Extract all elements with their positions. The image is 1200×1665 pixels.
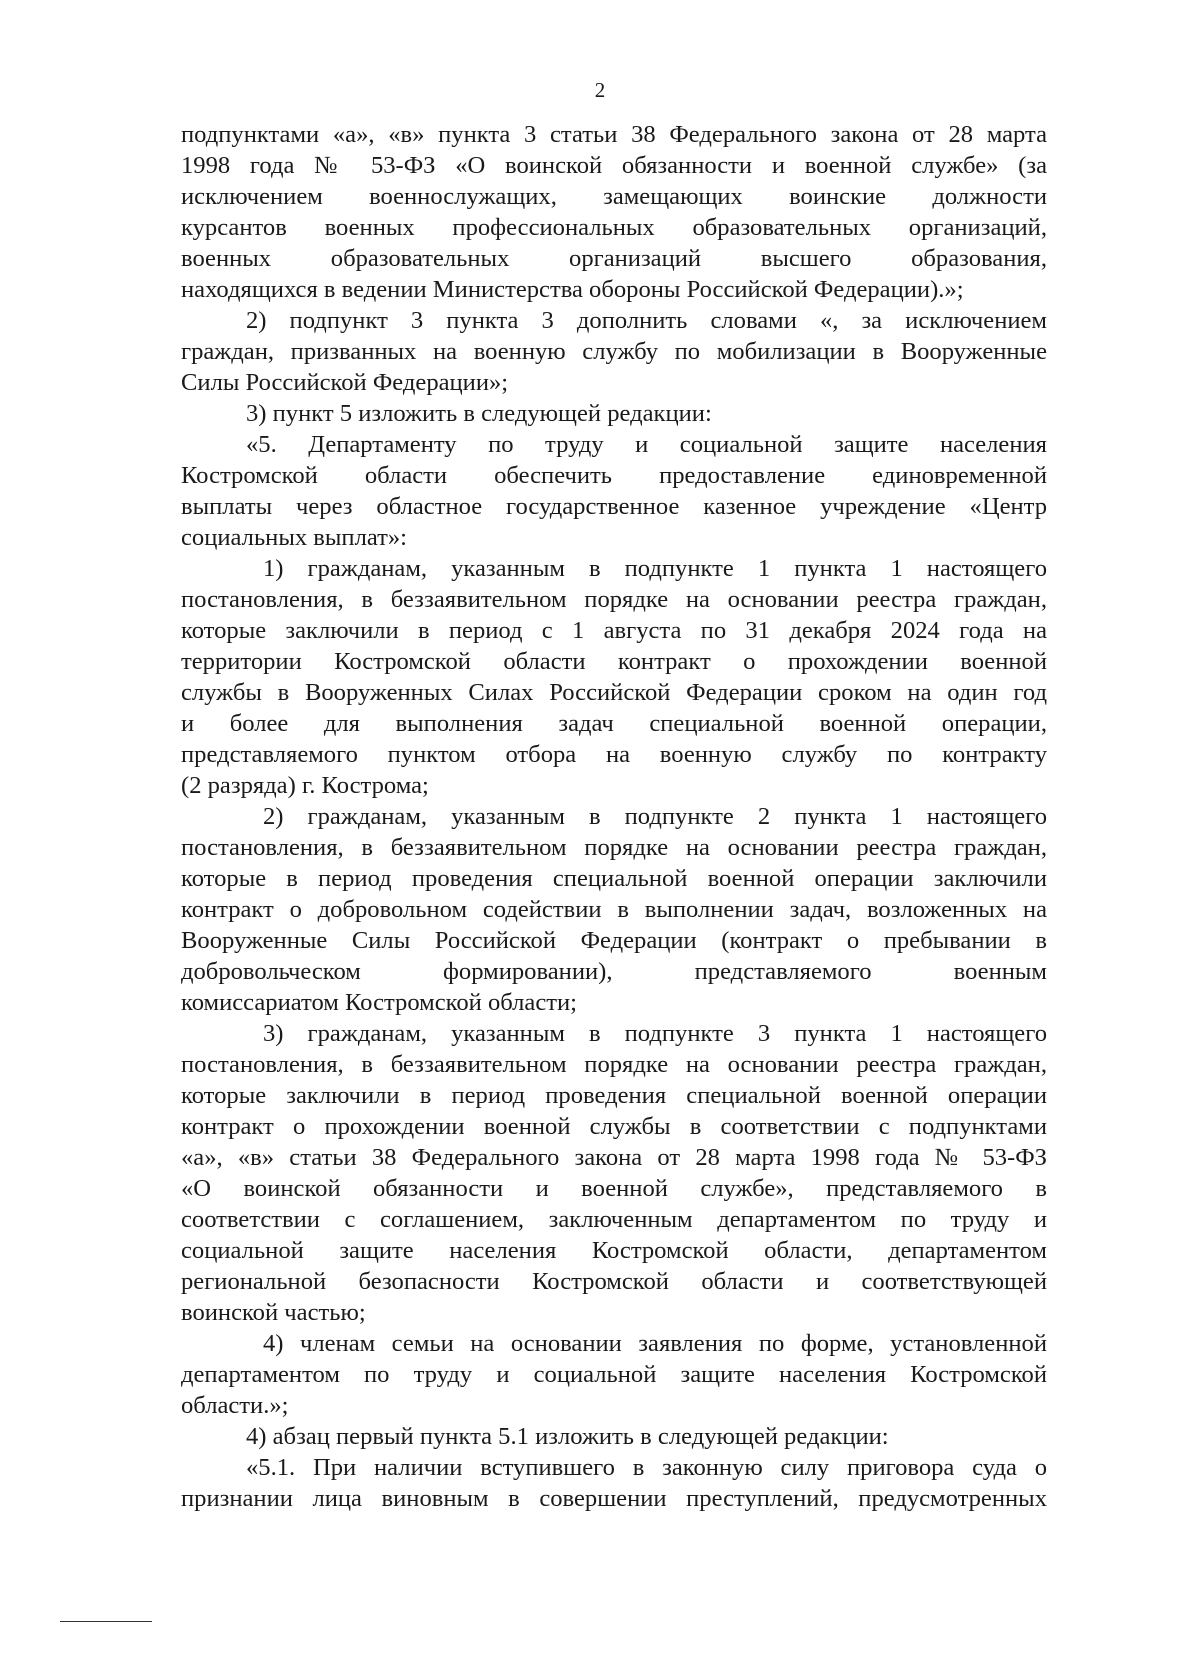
text-line: Вооруженные Силы Российской Федерации (контракт о пребывании в — [181, 927, 1047, 954]
text-line: территории Костромской области контракт о прохождении военной — [181, 648, 1047, 675]
text-line: подпунктами «а», «в» пункта 3 статьи 38 Федерального закона от 28 марта — [181, 121, 1047, 148]
text-line: 1998 года № 53-ФЗ «О воинской обязанности и военной службе» (за — [181, 152, 1047, 179]
text-line: которые заключили в период проведения специальной военной операции — [181, 1082, 1047, 1109]
text-line: исключением военнослужащих, замещающих воинские должности — [181, 183, 1047, 210]
text-line: «5. Департаменту по труду и социальной защите населения — [246, 431, 1047, 458]
text-line: 3) гражданам, указанным в подпункте 3 пункта 1 настоящего — [263, 1020, 1047, 1047]
text-line: соответствии с соглашением, заключенным департаментом по труду и — [181, 1206, 1047, 1233]
text-line: выплаты через областное государственное казенное учреждение «Центр — [181, 493, 1047, 520]
text-line: Силы Российской Федерации»; — [181, 369, 509, 396]
text-line: контракт о прохождении военной службы в соответствии с подпунктами — [181, 1113, 1047, 1140]
text-line: которые заключили в период с 1 августа по 31 декабря 2024 года на — [181, 617, 1047, 644]
footer-rule — [60, 1621, 152, 1622]
text-line: представляемого пунктом отбора на военную службу по контракту — [181, 741, 1047, 768]
text-line: военных образовательных организаций высшего образования, — [181, 245, 1047, 272]
document-body — [181, 119, 1047, 1514]
text-line: постановления, в беззаявительном порядке на основании реестра граждан, — [181, 1051, 1047, 1078]
text-line: социальных выплат»: — [181, 524, 408, 551]
text-line: которые в период проведения специальной военной операции заключили — [181, 865, 1047, 892]
text-line: области.»; — [181, 1392, 289, 1419]
text-line: (2 разряда) г. Кострома; — [181, 772, 429, 799]
text-line: региональной безопасности Костромской области и соответствующей — [181, 1268, 1047, 1295]
text-line: 4) абзац первый пункта 5.1 изложить в следующей редакции: — [246, 1423, 889, 1450]
text-line: департаментом по труду и социальной защите населения Костромской — [181, 1361, 1047, 1388]
text-line: Костромской области обеспечить предоставление единовременной — [181, 462, 1047, 489]
text-line: службы в Вооруженных Силах Российской Федерации сроком на один год — [181, 679, 1047, 706]
text-line: граждан, призванных на военную службу по мобилизации в Вооруженные — [181, 338, 1047, 365]
text-line: добровольческом формировании), представляемого военным — [181, 958, 1047, 985]
text-line: 4) членам семьи на основании заявления по форме, установленной — [263, 1330, 1047, 1357]
text-line: 1) гражданам, указанным в подпункте 1 пункта 1 настоящего — [263, 555, 1047, 582]
text-line: воинской частью; — [181, 1299, 366, 1326]
text-line: постановления, в беззаявительном порядке на основании реестра граждан, — [181, 834, 1047, 861]
text-line: 2) подпункт 3 пункта 3 дополнить словами «, за исключением — [246, 307, 1047, 334]
page-number: 2 — [594, 78, 606, 102]
text-line: постановления, в беззаявительном порядке на основании реестра граждан, — [181, 586, 1047, 613]
text-line: «О воинской обязанности и военной службе», представляемого в — [181, 1175, 1047, 1202]
text-line: 3) пункт 5 изложить в следующей редакции: — [246, 400, 712, 427]
text-line: находящихся в ведении Министерства обороны Российской Федерации).»; — [181, 276, 964, 303]
text-line: и более для выполнения задач специальной военной операции, — [181, 710, 1047, 737]
text-line: курсантов военных профессиональных образовательных организаций, — [181, 214, 1047, 241]
text-line: «а», «в» статьи 38 Федерального закона от 28 марта 1998 года № 53-ФЗ — [181, 1144, 1047, 1171]
text-line: комиссариатом Костромской области; — [181, 989, 578, 1016]
text-line: признании лица виновным в совершении преступлений, предусмотренных — [181, 1485, 1047, 1512]
text-line: 2) гражданам, указанным в подпункте 2 пункта 1 настоящего — [263, 803, 1047, 830]
text-line: «5.1. При наличии вступившего в законную силу приговора суда о — [246, 1454, 1047, 1481]
text-line: контракт о добровольном содействии в выполнении задач, возложенных на — [181, 896, 1047, 923]
text-line: социальной защите населения Костромской области, департаментом — [181, 1237, 1047, 1264]
